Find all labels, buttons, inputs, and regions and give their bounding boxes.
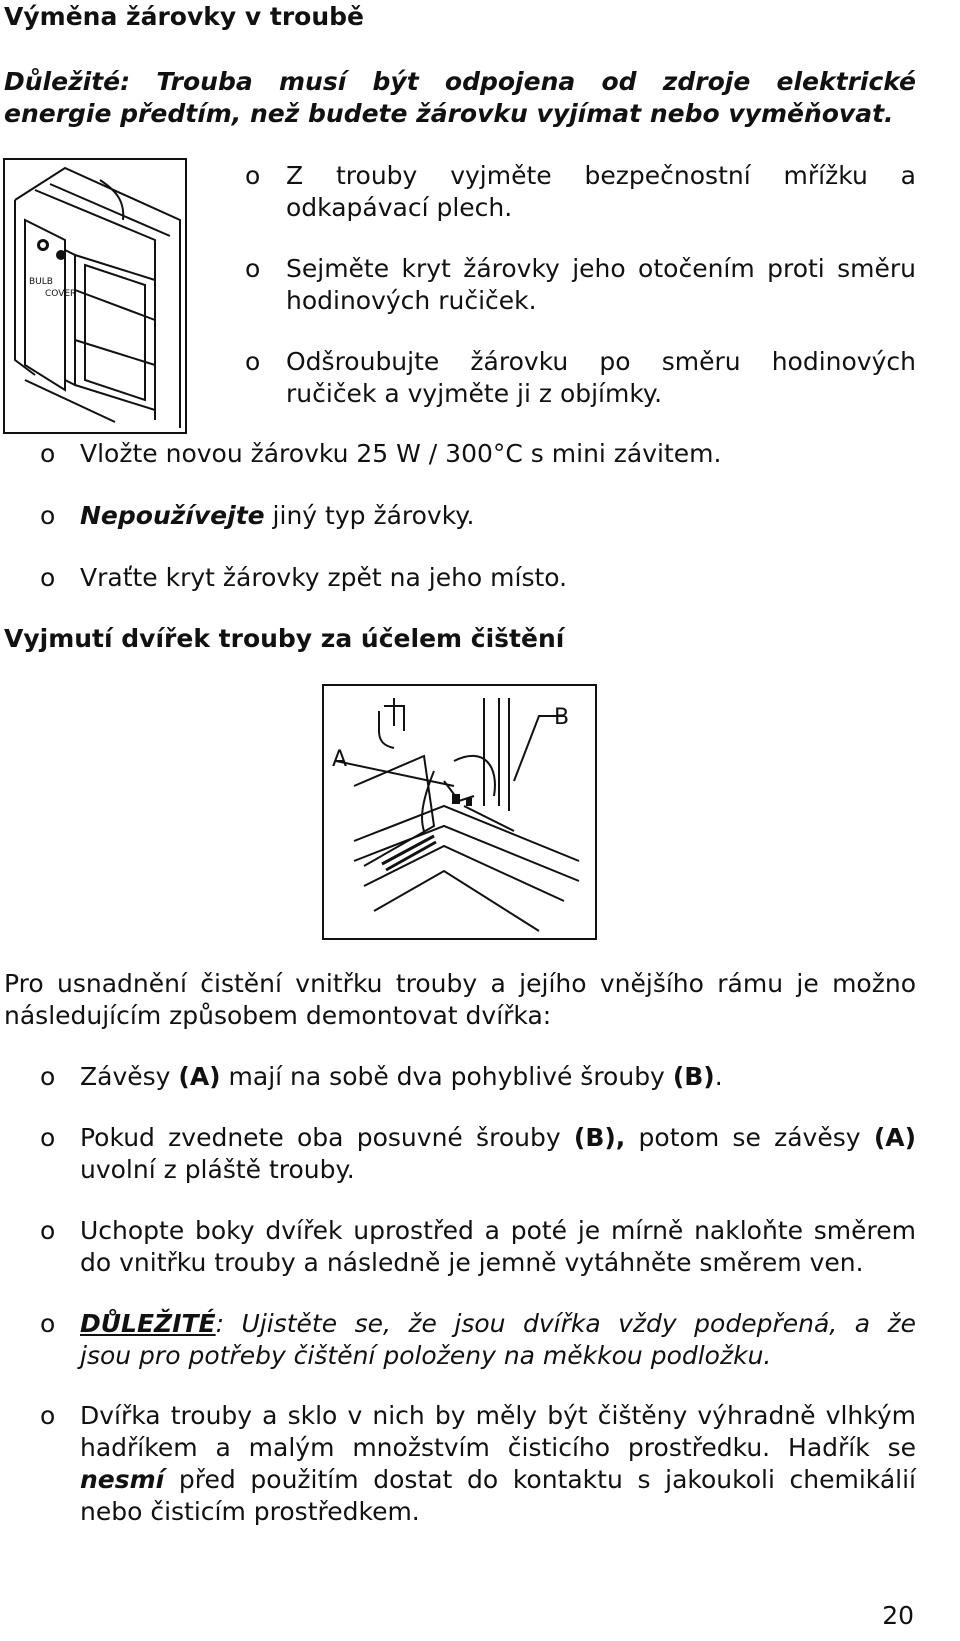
- step-1-line2: odkapávací plech.: [286, 193, 513, 222]
- must-not-emphasis: nesmí: [80, 1465, 165, 1494]
- bullet-marker: o: [245, 347, 261, 376]
- bullet-marker: o: [40, 439, 56, 468]
- step-3-line1: Odšroubujte žárovku po směru hodinových: [286, 347, 916, 376]
- door-hinge-illustration: [324, 686, 595, 938]
- text-run: před použitím dostat do kontaktu s jakoukoli chemikálií: [164, 1465, 916, 1494]
- intro-line1: Pro usnadnění čistění vnitřku trouby a jejího vnějšího rámu je možno: [4, 969, 916, 998]
- text-run: .: [714, 1062, 723, 1091]
- section-heading-bulb: Výměna žárovky v troubě: [4, 2, 364, 31]
- cleaning-bullet-line3: [80, 1464, 916, 1496]
- step-6: Vraťte kryt žárovky zpět na jeho místo.: [80, 563, 568, 592]
- figure-label-b: B: [554, 705, 570, 730]
- text-run: Pokud zvednete oba posuvné šrouby: [80, 1123, 574, 1152]
- bullet-marker: o: [40, 1123, 56, 1152]
- bullet-marker: o: [40, 563, 56, 592]
- step-2-line2: hodinových ručiček.: [286, 286, 537, 315]
- screw-ref-b: (B),: [573, 1123, 626, 1152]
- bullet-marker: o: [40, 1062, 56, 1091]
- hinge-bullet-2-line2: uvolní z pláště trouby.: [80, 1155, 355, 1184]
- bulb-figure-label: BULB: [29, 277, 53, 287]
- step-1-line1: Z trouby vyjměte bezpečnostní mřížku a: [286, 161, 916, 190]
- text-run: : Ujistěte se, že jsou dvířka vždy podepřená, a že: [215, 1309, 916, 1338]
- important-note-line1: Důležité: Trouba musí být odpojena od zdroje elektrické: [4, 67, 916, 96]
- hinge-bullet-3-line2: do vnitřku trouby a následně je jemně vytáhněte směrem ven.: [80, 1248, 864, 1277]
- section-heading-door: Vyjmutí dvířek trouby za účelem čištění: [4, 624, 565, 653]
- important-bullet-line1: [80, 1308, 916, 1340]
- screw-ref-b: (B): [672, 1062, 715, 1091]
- important-note-line2: energie předtím, než budete žárovku vyjímat nebo vyměňovat.: [4, 99, 894, 128]
- step-3-line2: ručiček a vyjměte ji z objímky.: [286, 379, 663, 408]
- step-5: [80, 500, 474, 532]
- step-5-emphasis: Nepoužívejte: [80, 501, 265, 530]
- bullet-marker: o: [245, 254, 261, 283]
- important-bullet-line2: jsou pro potřeby čištění položeny na měkkou podložku.: [80, 1341, 772, 1370]
- step-5-rest: jiný typ žárovky.: [264, 501, 475, 530]
- hinge-bullet-2-line1: [80, 1122, 916, 1154]
- hinge-bullet-1: [80, 1061, 723, 1093]
- bullet-marker: o: [40, 501, 56, 530]
- step-4: Vložte novou žárovku 25 W / 300°C s mini závitem.: [80, 439, 722, 468]
- hinge-ref-a: (A): [873, 1123, 917, 1152]
- cover-figure-label: COVER: [45, 289, 77, 299]
- cleaning-bullet-line4: nebo čisticím prostředkem.: [80, 1497, 420, 1526]
- important-label: DŮLEŽITÉ: [80, 1309, 216, 1338]
- hinge-ref-a: (A): [178, 1062, 221, 1091]
- cleaning-bullet-line1: Dvířka trouby a sklo v nich by měly být čištěny výhradně vlhkým: [80, 1401, 916, 1430]
- step-2-line1: Sejměte kryt žárovky jeho otočením proti směru: [286, 254, 916, 283]
- bullet-marker: o: [40, 1401, 56, 1430]
- door-hinge-figure: [322, 684, 597, 940]
- intro-line2: následujícím způsobem demontovat dvířka:: [4, 1001, 552, 1030]
- text-run: potom se závěsy: [625, 1123, 874, 1152]
- bullet-marker: o: [40, 1216, 56, 1245]
- bullet-marker: o: [245, 161, 261, 190]
- figure-label-a: A: [332, 747, 348, 772]
- oven-bulb-figure: [3, 158, 187, 434]
- page-number: 20: [882, 1601, 914, 1630]
- hinge-bullet-3-line1: Uchopte boky dvířek uprostřed a poté je mírně nakloňte směrem: [80, 1216, 916, 1245]
- bullet-marker: o: [40, 1309, 56, 1338]
- text-run: Závěsy: [80, 1062, 179, 1091]
- oven-bulb-illustration: [5, 160, 185, 432]
- cleaning-bullet-line2: hadříkem a malým množstvím čisticího prostředku. Hadřík se: [80, 1433, 916, 1462]
- text-run: mají na sobě dva pohyblivé šrouby: [220, 1062, 673, 1091]
